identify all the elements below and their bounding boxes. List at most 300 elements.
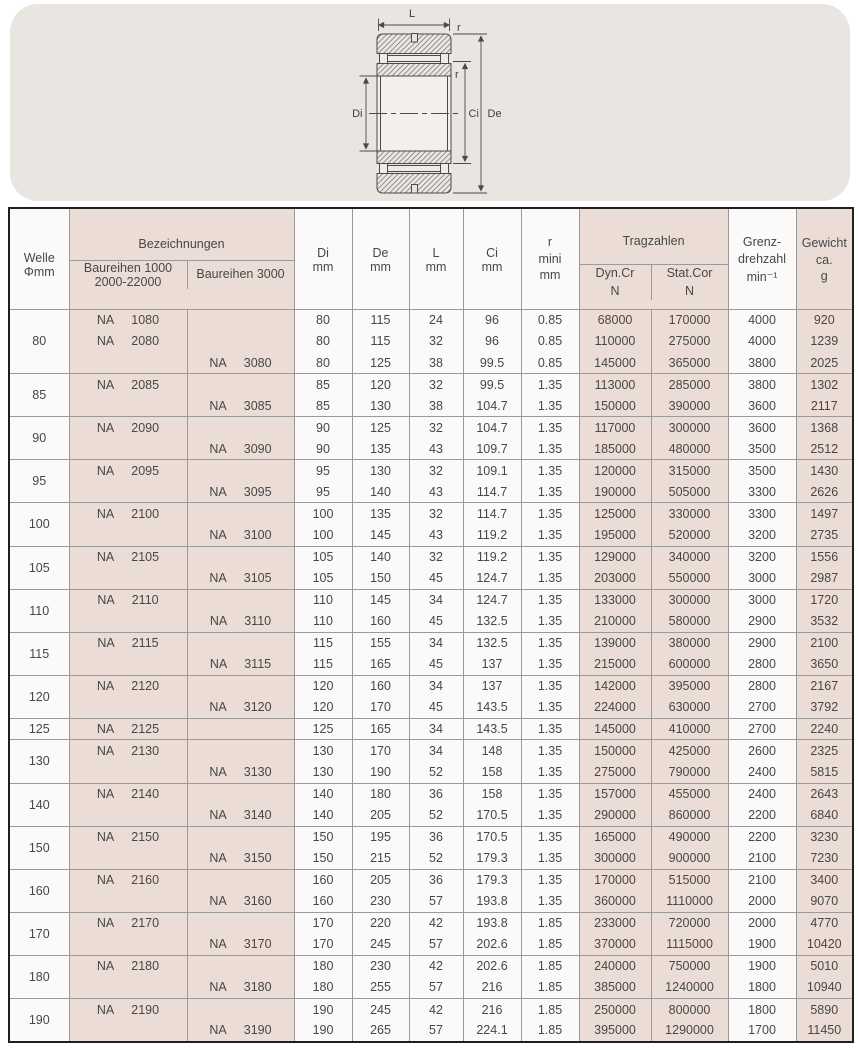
cell-l: 36 [409,826,463,848]
cell-de: 125 [352,352,409,374]
cell-de: 160 [352,675,409,697]
cell-gew: 2100 [796,632,853,654]
cell-di: 190 [294,1020,352,1042]
table-row [9,891,853,913]
cell-dyn: 190000 [579,481,651,503]
cell-baureihe-1000 [69,331,187,353]
cell-l: 45 [409,568,463,590]
cell-rmin: 1.35 [521,632,579,654]
designation-prefix: NA [96,377,115,392]
cell-l: 57 [409,934,463,956]
table-row [9,912,853,934]
cell-gew: 920 [796,309,853,331]
table-row [9,675,853,697]
cell-welle: 130 [9,740,69,783]
header-welle [9,208,69,309]
table-row [9,611,853,633]
cell-de: 130 [352,460,409,482]
cell-di: 100 [294,503,352,525]
cell-stat: 580000 [651,611,728,633]
cell-baureihe-1000 [69,503,187,525]
cell-baureihe-1000 [69,460,187,482]
cell-baureihe-3000 [187,481,294,503]
designation-number: 3110 [244,614,272,629]
cell-rmin: 1.35 [521,826,579,848]
cell-di: 140 [294,783,352,805]
cell-ci: 179.3 [463,869,521,891]
cell-de: 135 [352,438,409,460]
cell-rmin: 1.35 [521,524,579,546]
cell-grenz: 3300 [728,481,796,503]
cell-de: 150 [352,568,409,590]
lube-groove-bottom [412,185,418,194]
cell-baureihe-1000 [69,848,187,870]
header-de-label: De [372,245,389,260]
cell-de: 165 [352,718,409,740]
cell-ci: 124.7 [463,589,521,611]
dim-label-de: De [487,108,502,120]
cell-l: 57 [409,1020,463,1042]
cell-baureihe-3000 [187,805,294,827]
dim-label-l: L [408,8,416,20]
cell-di: 110 [294,611,352,633]
table-row [9,805,853,827]
cell-de: 215 [352,848,409,870]
cell-baureihe-1000 [69,589,187,611]
designation-number: 2090 [131,420,160,435]
designation-number: 3180 [243,980,272,995]
cell-stat: 390000 [651,395,728,417]
cell-l: 45 [409,697,463,719]
cell-dyn: 139000 [579,632,651,654]
cell-baureihe-3000 [187,955,294,977]
header-grenz-line1: Grenz- [742,235,782,249]
cell-ci: 119.2 [463,524,521,546]
designation-number: 3170 [243,937,272,952]
cell-welle: 190 [9,999,69,1042]
cell-ci: 216 [463,977,521,999]
cell-gew: 4770 [796,912,853,934]
cell-dyn: 145000 [579,718,651,740]
cell-de: 115 [352,309,409,331]
cell-rmin: 0.85 [521,309,579,331]
cell-dyn: 150000 [579,395,651,417]
designation-number: 2110 [131,593,159,608]
cell-welle: 180 [9,955,69,998]
cell-l: 38 [409,395,463,417]
cell-rmin: 1.35 [521,675,579,697]
cell-stat: 1115000 [651,934,728,956]
table-row [9,740,853,762]
cell-gew: 3230 [796,826,853,848]
designation-prefix: NA [96,334,115,349]
cell-dyn: 170000 [579,869,651,891]
designation-number: 3080 [243,355,272,370]
designation-number: 2100 [131,506,160,521]
designation-number: 3105 [243,571,272,586]
header-gewicht-unit: g [820,269,828,283]
cell-l: 45 [409,654,463,676]
cell-stat: 720000 [651,912,728,934]
designation-prefix: NA [209,398,227,413]
cell-welle: 125 [9,718,69,740]
cell-grenz: 3500 [728,460,796,482]
header-tragzahlen-title: Tragzahlen [580,217,728,265]
cell-de: 230 [352,891,409,913]
cell-stat: 600000 [651,654,728,676]
cell-ci: 158 [463,783,521,805]
bearing-cross-section-drawing [0,0,860,205]
table-row [9,934,853,956]
cell-grenz: 3800 [728,374,796,396]
cell-ci: 114.7 [463,481,521,503]
cell-gew: 5815 [796,761,853,783]
cell-rmin: 1.35 [521,783,579,805]
cell-baureihe-1000 [69,891,187,913]
header-gewicht-line2: ca. [815,252,833,267]
cell-gew: 2117 [796,395,853,417]
table-row [9,869,853,891]
cell-ci: 124.7 [463,568,521,590]
cell-grenz: 3000 [728,589,796,611]
designation-number: 2085 [131,377,160,392]
header-bezeichnungen [69,208,294,309]
cell-dyn: 300000 [579,848,651,870]
cell-di: 90 [294,438,352,460]
cell-l: 32 [409,503,463,525]
cell-de: 130 [352,395,409,417]
cell-welle: 100 [9,503,69,546]
cell-di: 130 [294,740,352,762]
cell-gew: 5890 [796,999,853,1021]
cell-rmin: 0.85 [521,352,579,374]
cell-de: 230 [352,955,409,977]
cell-dyn: 240000 [579,955,651,977]
cell-di: 160 [294,869,352,891]
cell-welle: 110 [9,589,69,632]
cell-baureihe-3000 [187,826,294,848]
cell-di: 80 [294,331,352,353]
header-gewicht-line1: Gewicht [801,235,847,250]
cell-gew: 11450 [796,1020,853,1042]
designation-number: 3090 [243,441,272,456]
cell-gew: 1239 [796,331,853,353]
cell-rmin: 1.35 [521,395,579,417]
designation-prefix: NA [96,830,115,845]
table-row [9,374,853,396]
designation-number: 3120 [243,700,272,715]
cell-gew: 2626 [796,481,853,503]
cell-l: 32 [409,331,463,353]
table-row [9,654,853,676]
cell-grenz: 1700 [728,1020,796,1042]
table-row [9,460,853,482]
header-bezeichnungen-title: Bezeichnungen [70,229,294,261]
cell-baureihe-3000 [187,891,294,913]
header-tragzahlen [579,208,728,309]
cell-baureihe-1000 [69,352,187,374]
cell-stat: 170000 [651,309,728,331]
cell-baureihe-3000 [187,632,294,654]
cell-di: 95 [294,460,352,482]
bearing-spec-table [8,207,854,1043]
header-r-unit: mm [539,268,561,282]
cell-de: 165 [352,654,409,676]
designation-number: 2160 [131,873,160,888]
table-row [9,1020,853,1042]
cell-l: 43 [409,438,463,460]
designation-prefix: NA [96,550,115,565]
cell-ci: 216 [463,999,521,1021]
cell-de: 140 [352,481,409,503]
cell-grenz: 2900 [728,632,796,654]
cell-dyn: 203000 [579,568,651,590]
cell-grenz: 2600 [728,740,796,762]
cell-de: 265 [352,1020,409,1042]
cell-grenz: 2200 [728,805,796,827]
cell-gew: 1497 [796,503,853,525]
designation-number: 3140 [243,808,272,823]
cell-dyn: 120000 [579,460,651,482]
table-row [9,546,853,568]
designation-number: 1080 [131,313,160,328]
cell-de: 145 [352,589,409,611]
cell-baureihe-1000 [69,654,187,676]
cell-stat: 315000 [651,460,728,482]
designation-number: 2080 [131,334,160,349]
cell-rmin: 1.35 [521,697,579,719]
cell-de: 205 [352,805,409,827]
designation-number: 2150 [131,830,160,845]
cell-baureihe-1000 [69,632,187,654]
cell-grenz: 4000 [728,331,796,353]
cell-stat: 455000 [651,783,728,805]
cell-ci: 132.5 [463,611,521,633]
cell-dyn: 395000 [579,1020,651,1042]
cell-baureihe-3000 [187,546,294,568]
cell-dyn: 385000 [579,977,651,999]
designation-prefix: NA [209,980,227,995]
cell-rmin: 1.35 [521,546,579,568]
header-dyn-cr-unit: N [610,283,620,298]
cell-de: 195 [352,826,409,848]
header-grenz-line2: drehzahl [738,252,786,267]
cell-baureihe-3000 [187,761,294,783]
header-di-label: Di [317,245,329,260]
cell-stat: 490000 [651,826,728,848]
header-welle-unit: Φmm [23,265,55,280]
cell-ci: 119.2 [463,546,521,568]
cell-l: 57 [409,977,463,999]
table-row [9,395,853,417]
cell-rmin: 1.35 [521,805,579,827]
cell-stat: 395000 [651,675,728,697]
designation-prefix: NA [209,527,227,542]
cell-baureihe-1000 [69,934,187,956]
designation-number: 3160 [243,894,272,909]
cell-de: 170 [352,697,409,719]
cell-de: 220 [352,912,409,934]
designation-number: 3100 [243,527,272,542]
cell-grenz: 2400 [728,783,796,805]
table-row [9,481,853,503]
table-row [9,977,853,999]
cell-rmin: 1.35 [521,568,579,590]
cell-ci: 104.7 [463,417,521,439]
cell-ci: 99.5 [463,374,521,396]
cell-gew: 1720 [796,589,853,611]
cell-stat: 340000 [651,546,728,568]
designation-number: 2095 [131,463,160,478]
cell-l: 57 [409,891,463,913]
dim-label-ci: Ci [468,108,479,120]
cell-dyn: 290000 [579,805,651,827]
cell-stat: 860000 [651,805,728,827]
cell-baureihe-1000 [69,546,187,568]
header-ci [463,208,521,309]
table-header [9,208,853,309]
cell-l: 32 [409,460,463,482]
designation-number: 2105 [131,550,160,565]
designation-number: 2140 [131,787,160,802]
cell-baureihe-1000 [69,740,187,762]
cell-baureihe-3000 [187,331,294,353]
cell-baureihe-1000 [69,977,187,999]
dim-label-r-mid: r [455,69,459,81]
cell-baureihe-3000 [187,999,294,1021]
cell-stat: 300000 [651,589,728,611]
cell-baureihe-3000 [187,460,294,482]
cell-de: 145 [352,524,409,546]
table-row [9,503,853,525]
designation-prefix: NA [96,1002,115,1017]
cell-stat: 515000 [651,869,728,891]
cell-baureihe-3000 [187,977,294,999]
cell-grenz: 3800 [728,352,796,374]
cell-rmin: 1.35 [521,869,579,891]
cell-grenz: 4000 [728,309,796,331]
cell-gew: 2325 [796,740,853,762]
cell-l: 45 [409,611,463,633]
cell-baureihe-3000 [187,697,294,719]
header-de-unit: mm [370,259,391,274]
cell-di: 140 [294,805,352,827]
cell-baureihe-3000 [187,417,294,439]
cell-de: 135 [352,503,409,525]
cell-baureihe-3000 [187,912,294,934]
designation-prefix: NA [96,916,115,931]
table-row [9,848,853,870]
designation-prefix: NA [96,959,115,974]
designation-prefix: NA [96,420,115,435]
cell-baureihe-3000 [187,675,294,697]
cell-ci: 202.6 [463,955,521,977]
cell-baureihe-3000 [187,374,294,396]
cell-grenz: 3200 [728,546,796,568]
cell-baureihe-1000 [69,718,187,740]
designation-number: 3150 [243,851,272,866]
table-row [9,568,853,590]
cell-gew: 9070 [796,891,853,913]
table-row [9,761,853,783]
designation-prefix: NA [209,937,227,952]
header-dyn-cr [580,265,652,300]
cell-baureihe-1000 [69,417,187,439]
cell-baureihe-1000 [69,697,187,719]
designation-number: 2120 [131,679,160,694]
cell-di: 85 [294,395,352,417]
cell-grenz: 3000 [728,568,796,590]
cell-di: 115 [294,632,352,654]
header-baureihen-1000-line1: Baureihen 1000 [83,260,173,275]
spec-table-body [9,309,853,1042]
cell-gew: 10420 [796,934,853,956]
cell-gew: 3792 [796,697,853,719]
designation-number: 2130 [131,743,160,758]
cell-baureihe-3000 [187,783,294,805]
table-row [9,438,853,460]
table-row [9,955,853,977]
dim-label-r-top: r [457,22,461,34]
cell-l: 38 [409,352,463,374]
cell-rmin: 1.35 [521,611,579,633]
cell-de: 205 [352,869,409,891]
cell-rmin: 1.35 [521,848,579,870]
table-row [9,524,853,546]
cell-rmin: 1.85 [521,934,579,956]
cell-baureihe-3000 [187,740,294,762]
cell-l: 52 [409,761,463,783]
cell-dyn: 360000 [579,891,651,913]
cell-rmin: 1.35 [521,589,579,611]
header-l-unit: mm [425,259,447,274]
designation-number: 2115 [131,636,159,651]
cell-stat: 275000 [651,331,728,353]
cell-ci: 148 [463,740,521,762]
cell-rmin: 1.85 [521,912,579,934]
cell-stat: 520000 [651,524,728,546]
cell-di: 170 [294,912,352,934]
cell-dyn: 113000 [579,374,651,396]
cell-l: 34 [409,740,463,762]
cell-di: 110 [294,589,352,611]
designation-prefix: NA [209,571,227,586]
cell-grenz: 1900 [728,955,796,977]
cell-gew: 2240 [796,718,853,740]
header-stat-cor [652,265,728,300]
designation-prefix: NA [96,506,115,521]
designation-prefix: NA [96,313,115,328]
cell-l: 42 [409,912,463,934]
header-r-mini-label: mini [538,251,562,266]
cell-di: 130 [294,761,352,783]
cell-stat: 380000 [651,632,728,654]
header-di [294,208,352,309]
cell-grenz: 3600 [728,417,796,439]
cell-baureihe-1000 [69,805,187,827]
cell-grenz: 3600 [728,395,796,417]
cell-rmin: 1.35 [521,891,579,913]
cell-welle: 140 [9,783,69,826]
cell-baureihe-3000 [187,869,294,891]
cell-di: 120 [294,675,352,697]
cell-dyn: 165000 [579,826,651,848]
cell-gew: 3400 [796,869,853,891]
cell-welle: 150 [9,826,69,869]
cell-l: 43 [409,524,463,546]
cell-dyn: 215000 [579,654,651,676]
cell-baureihe-3000 [187,309,294,331]
